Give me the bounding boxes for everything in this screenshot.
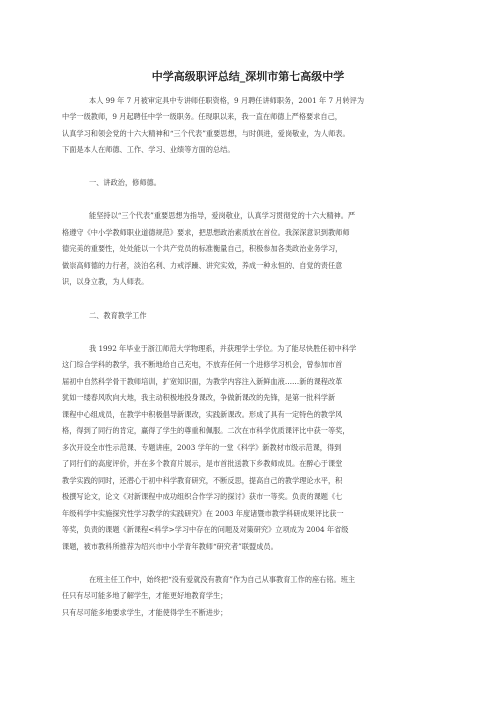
paragraph-line: 任只有尽可能多地了解学生，才能更好地教育学生； xyxy=(62,591,228,600)
paragraph-line: 犹如一缕春风吹向大地，我主动积极地投身课改，争做新课改的先锋，是第一批科学新 xyxy=(62,393,336,402)
paragraph-line: 做崇高师德的力行者，淡泊名利、力戒浮躁、讲究实效，养成一种永恒的、自觉的责任意 xyxy=(62,261,343,270)
paragraph-line: 本人 99 年 7 月被审定具中专讲师任职资格，9 月聘任讲师职务，2001 年 7 月转评为 xyxy=(89,96,365,105)
section-heading: 二、教育教学工作 xyxy=(89,311,147,320)
paragraph-line: 格遵守《中小学教师职业道德规范》要求，把思想政治素质放在首位。我深深意识到教师师 xyxy=(62,228,350,237)
section-heading: 一、讲政治，修师德。 xyxy=(89,178,161,187)
paragraph-line: 极撰写论文，论文《对新课程中成功组织合作学习的探讨》获市一等奖。负责的课题《七 xyxy=(62,492,343,501)
paragraph-line: 等奖，负责的课题《新课程<科学>学习中存在的问题及对策研究》立项成为 2004 年省级 xyxy=(62,525,349,534)
paragraph-line: 课题，被市教科所推荐为绍兴市中小学青年教师“研究者”联盟成员。 xyxy=(62,542,278,551)
document-title: 中学高级职评总结_深圳市第七高级中学 xyxy=(151,70,345,83)
paragraph-line: 教学实践的同时，还潜心于初中科学教育研究，不断反思，提高自己的教学理论水平，积 xyxy=(62,476,343,485)
paragraph-line: 在班主任工作中，始终把“没有爱就没有教育”作为自己从事教育工作的座右铭。班主 xyxy=(89,575,356,584)
paragraph-line: 认真学习和领会党的十六大精神和“三个代表”重要思想，与时俱进，爱岗敬业，为人师表。 xyxy=(62,129,350,138)
paragraph-line: 课程中心组成员，在教学中积极倡导新课改，实践新课改。形成了具有一定特色的教学风 xyxy=(62,410,343,419)
paragraph-line: 年级科学中实施探究性学习教学的实践研究》在 2003 年度诸暨市教学科研成果评比获一 xyxy=(62,509,344,518)
paragraph-line: 这门综合学科的教学，我不断地给自己充电，不放弃任何一个进修学习机会，曾参加市首 xyxy=(62,360,343,369)
paragraph-line: 德完美的重要性，处处能以一个共产党员的标准衡量自己，积极参加各类政治业务学习， xyxy=(62,244,343,253)
paragraph-line: 多次开设全市性示范课、专题讲座，2003 学年的一堂《科学》新教材市级示范课，得到 xyxy=(62,443,342,452)
paragraph-line: 我 1992 年毕业于浙江师范大学物理系，并获理学士学位。为了能尽快胜任初中科学 xyxy=(89,344,357,353)
paragraph-line: 了同行们的高度评价，并在多个教育片展示，是市首批送教下乡教师成员。在醉心于课堂 xyxy=(62,459,343,468)
paragraph-line: 届初中自然科学骨干教师培训，扩宽知识面，为教学内容注入新鲜血液……新的课程改革 xyxy=(62,377,343,386)
paragraph-line: 下面是本人在师德、工作、学习、业绩等方面的总结。 xyxy=(62,145,235,154)
paragraph-line: 中学一级教师，9 月起聘任中学一级职务。任现职以来，我一直在师德上严格要求自己， xyxy=(62,112,342,121)
paragraph-line: 能坚持以“三个代表”重要思想为指导，爱岗敬业，认真学习贯彻党的十六大精神。严 xyxy=(89,211,356,220)
paragraph-line: 只有尽可能多地要求学生，才能使得学生不断进步； xyxy=(62,608,228,617)
paragraph-line: 识，以身立教，为人师表。 xyxy=(62,277,149,286)
paragraph-line: 格，得到了同行的肯定，赢得了学生的尊重和佩服。二次在市科学优质课评比中获一等奖， xyxy=(62,426,350,435)
